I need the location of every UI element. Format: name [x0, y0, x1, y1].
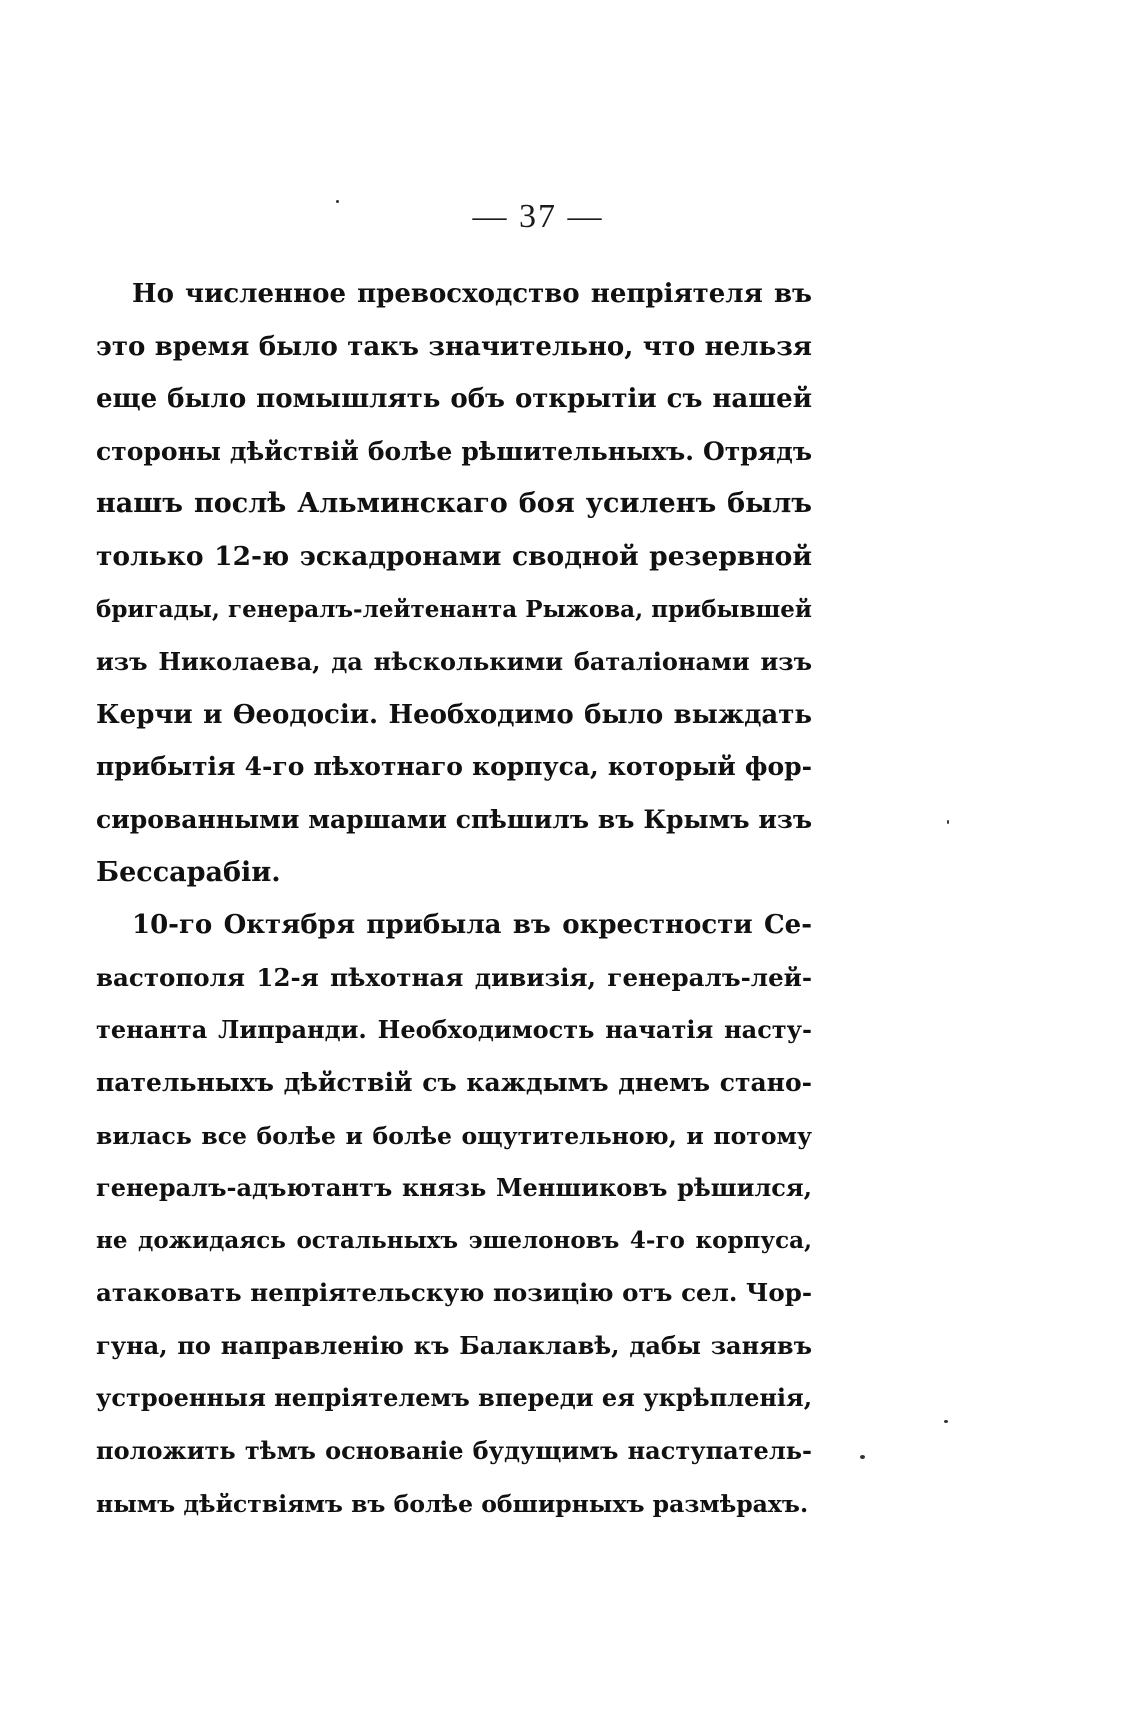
scan-speck: [944, 1420, 948, 1423]
scan-speck: [336, 200, 339, 203]
text-line: изъ Николаева, да нѣсколькими баталіонами изъ: [96, 647, 812, 677]
text-line: устроенныя непріятелемъ впереди ея укрѣпленія,: [96, 1383, 812, 1413]
text-line: атаковать непріятельскую позицію отъ сел. Чор-: [96, 1278, 812, 1308]
body-text: [96, 268, 812, 1530]
text-line: 10-го Октября прибыла въ окрестности Се-: [132, 910, 812, 941]
text-line: это время было такъ значительно, что нельзя: [96, 331, 812, 362]
paragraph-1: [96, 268, 812, 899]
text-line: пательныхъ дѣйствій съ каждымъ днемъ стано-: [96, 1067, 812, 1097]
text-line: бригады, генералъ-лейтенанта Рыжова, прибывшей: [96, 595, 812, 623]
text-line: нашъ послѣ Альминскаго боя усиленъ былъ: [96, 488, 812, 520]
text-line: тенанта Липранди. Необходимость начатія насту-: [96, 1015, 812, 1045]
text-line: сированными маршами спѣшилъ въ Крымъ изъ: [96, 804, 812, 834]
text-line: только 12-ю эскадронами сводной резервной: [96, 540, 812, 572]
text-line: нымъ дѣйствіямъ въ болѣе обширныхъ размѣрахъ.: [96, 1489, 809, 1518]
page-number: — 37 —: [472, 198, 604, 235]
text-line: генералъ-адъютантъ князь Меншиковъ рѣшился,: [96, 1173, 812, 1203]
text-line: вастополя 12-я пѣхотная дивизія, генералъ-лей-: [96, 962, 812, 992]
text-line: вилась все болѣе и болѣе ощутительною, и потому: [96, 1121, 812, 1150]
text-line: прибытія 4-го пѣхотнаго корпуса, который фор-: [96, 752, 812, 782]
text-line: Керчи и Ѳеодосіи. Необходимо было выждать: [96, 699, 812, 730]
scan-speck: [947, 820, 949, 824]
text-line: положить тѣмъ основаніе будущимъ наступатель-: [96, 1436, 812, 1466]
text-line: гуна, по направленію къ Балаклавѣ, дабы занявъ: [96, 1330, 812, 1360]
text-line: Но численное превосходство непріятеля въ: [132, 279, 812, 309]
text-line: стороны дѣйствій болѣе рѣшительныхъ. Отрядъ: [96, 436, 812, 466]
text-line: еще было помышлять объ открытіи съ нашей: [96, 384, 812, 415]
text-line: не дожидаясь остальныхъ эшелоновъ 4-го корпуса,: [96, 1226, 812, 1254]
scan-speck: [860, 1455, 865, 1459]
paragraph-2: [96, 899, 812, 1530]
text-line: Бессарабіи.: [96, 856, 281, 888]
